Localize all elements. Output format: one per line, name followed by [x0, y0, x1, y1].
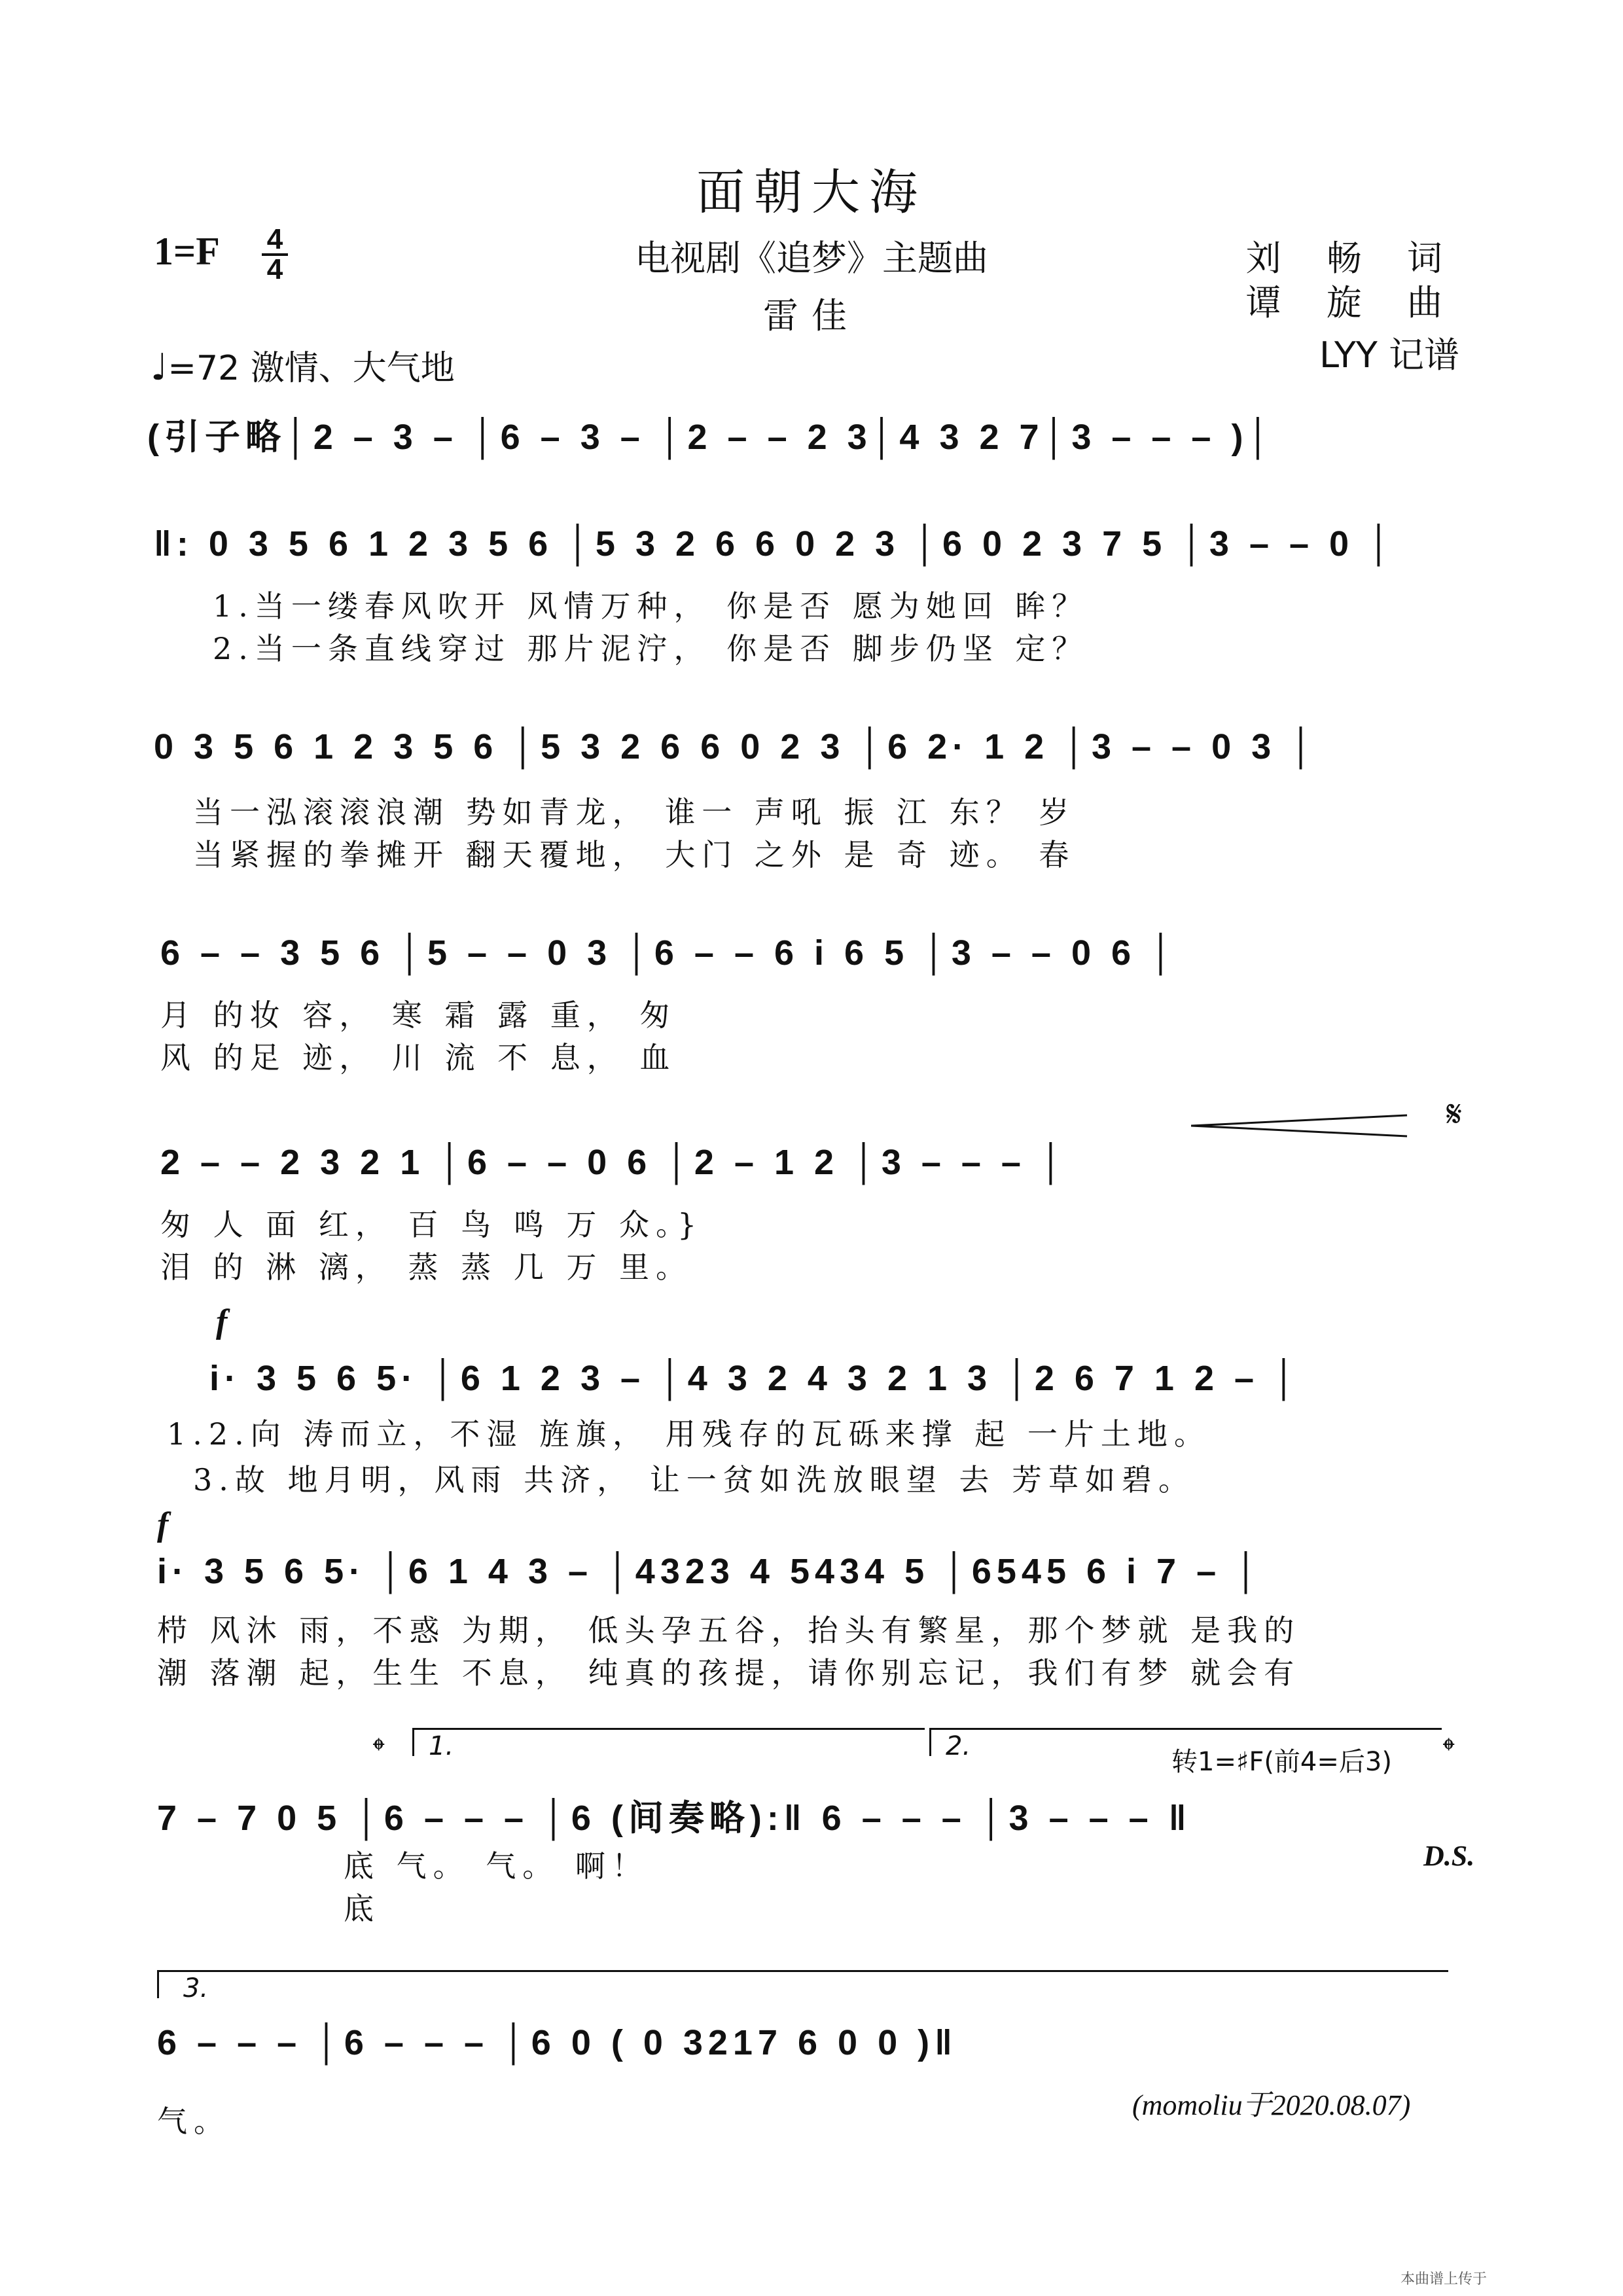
lyric-line-1-verse-1: 1.当一缕春风吹开 风情万种， 你是否 愿为她回 眸？: [213, 588, 1089, 624]
notation-line-3: 6 – – 3 5 6 │5 – – 0 3 │6 – – 6 i 6 5 │3 – – 0 6 │: [160, 933, 1179, 973]
ending-2-label: 2.: [946, 1731, 971, 1761]
notation-line-0: (引子略│2 – 3 – │6 – 3 – │2 – – 2 3│4 3 2 7│3 – – – )│: [147, 418, 1276, 457]
lyric-line-3-verse-1: 月 的妆 容， 寒 霜 露 重， 匆: [160, 997, 677, 1033]
quarter-note-icon: ♩: [151, 346, 168, 389]
lyric-line-7-verse-2: 底: [344, 1891, 380, 1926]
modulation-note: 转1=♯F(前4=后3): [1171, 1747, 1392, 1777]
lyric-line-2-verse-1: 当一泓滚滚浪潮 势如青龙， 谁一 声吼 振 江 东？ 岁: [193, 795, 1076, 830]
dynamic-forte: f: [157, 1506, 169, 1543]
lyric-line-5-verse-2: 3.故 地月明，风雨 共济， 让一贫如洗放眼望 去 芳草如碧。: [193, 1462, 1195, 1498]
tempo-text: =72 激情、大气地: [168, 349, 455, 388]
lyric-line-4-verse-2: 泪 的 淋 漓， 蒸 蒸 几 万 里。: [160, 1249, 692, 1285]
ending-bracket-1: [412, 1728, 925, 1756]
transcription-signature: (momoliu于2020.08.07): [1132, 2089, 1411, 2121]
time-top: 4: [266, 223, 283, 255]
notation-line-1: ‖: 0 3 5 6 1 2 3 5 6 │5 3 2 6 6 0 2 3 │6 0 2 3 7 5 │3 – – 0 │: [154, 524, 1397, 564]
lyric-line-3-verse-2: 风 的足 迹， 川 流 不 息， 血: [160, 1040, 677, 1075]
composer: 谭 旋 曲: [1245, 282, 1459, 323]
lyric-line-7-verse-1: 底 气。 气。 啊！: [344, 1848, 649, 1884]
footer-watermark: 本曲谱上传于: [1400, 2271, 1488, 2287]
notation-line-4: 2 – – 2 3 2 1 │6 – – 0 6 │2 – 1 2 │3 – – – │: [160, 1143, 1069, 1182]
segno-icon: 𝄋: [1446, 1093, 1463, 1136]
subtitle: 电视剧《追梦》主题曲: [635, 238, 988, 279]
ending-3-label: 3.: [183, 1973, 209, 2003]
coda-icon: 𝄌: [1443, 1731, 1455, 1769]
lyric-line-5-verse-1: 1.2.向 涛而立，不湿 旌旗， 用残存的瓦砾来撑 起 一片土地。: [167, 1416, 1211, 1452]
lyric-line-2-verse-2: 当紧握的拳摊开 翻天覆地， 大门 之外 是 奇 迹。 春: [193, 837, 1076, 872]
singer: 雷佳: [763, 295, 860, 336]
lyric-line-6-verse-1: 栉 风沐 雨，不惑 为期， 低头孕五谷，抬头有繁星，那个梦就 是我的: [157, 1613, 1301, 1648]
ending-bracket-3: [157, 1970, 1448, 1998]
notation-line-7: 7 – 7 0 5 │6 – – – │6 (间奏略):‖ 6 – – – │3 – – – ‖: [157, 1799, 1192, 1838]
crescendo-hairpin: [1191, 1113, 1414, 1139]
notation-line-5: i· 3 5 6 5· │6 1 2 3 – │4 3 2 4 3 2 1 3 │2 6 7 1 2 – │: [209, 1359, 1302, 1398]
coda-icon: 𝄌: [373, 1731, 385, 1769]
time-bottom: 4: [266, 253, 283, 285]
lyric-line-4-verse-1: 匆 人 面 红， 百 鸟 鸣 万 众。}: [160, 1207, 704, 1242]
tempo: [151, 340, 455, 389]
lyric-line-6-verse-2: 潮 落潮 起，生生 不息， 纯真的孩提，请你别忘记，我们有梦 就会有: [157, 1655, 1301, 1691]
transcriber: LYY 记谱: [1319, 334, 1459, 376]
dynamic-forte: f: [216, 1303, 228, 1340]
page-title: 面朝大海: [696, 164, 927, 221]
notation-line-2: 0 3 5 6 1 2 3 5 6 │5 3 2 6 6 0 2 3 │6 2· 1 2 │3 – – 0 3 │: [154, 727, 1319, 766]
ending-1-label: 1.: [429, 1731, 454, 1761]
key-signature: 1=F: [154, 230, 220, 273]
lyric-line-1-verse-2: 2.当一条直线穿过 那片泥泞， 你是否 脚步仍坚 定？: [213, 631, 1089, 666]
notation-line-6: i· 3 5 6 5· │6 1 4 3 – │4323 4 5434 5 │6545 6 i 7 – │: [157, 1552, 1264, 1591]
dal-segno-mark: D.S.: [1423, 1840, 1475, 1872]
lyric-line-8-verse-1: 气。: [157, 2104, 230, 2139]
notation-line-8: 6 – – – │6 – – – │6 0 ( 0 3217 6 0 0 )‖: [157, 2023, 957, 2062]
lyricist: 刘 畅 词: [1245, 238, 1459, 279]
